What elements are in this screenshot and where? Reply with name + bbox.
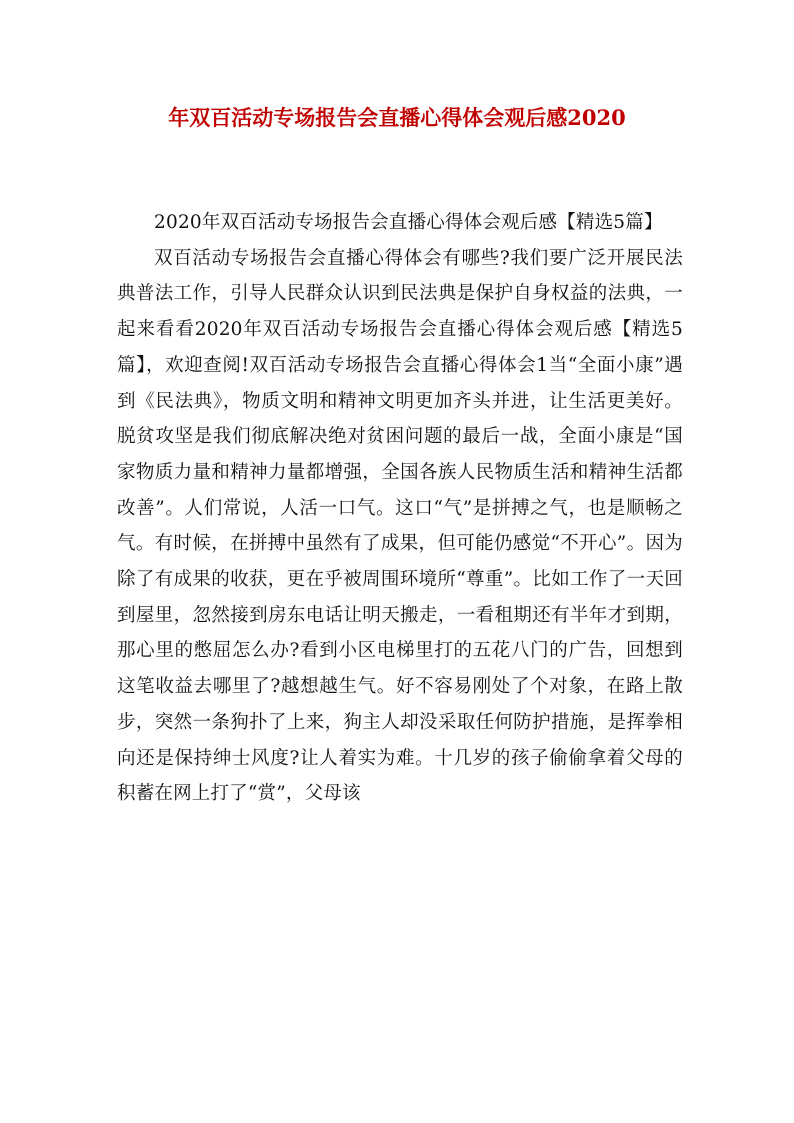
paragraph-subtitle: 2020年双百活动专场报告会直播心得体会观后感【精选5篇】: [154, 212, 663, 233]
document-body: [117, 205, 683, 812]
document-title: 年双百活动专场报告会直播心得体会观后感2020: [168, 105, 626, 130]
paragraph-main: 双百活动专场报告会直播心得体会有哪些?我们要广泛开展民法典普法工作，引导人民群众认识到民法典是保护自身权益的法典，一起来看看2020年双百活动专场报告会直播心得体会观后感【精选5篇】，欢迎查阅!双百活动专场报告会直播心得体会1当“全面小康”遇到《民法典》，物质文明和精神文明更加齐头并进，让生活更美好。脱贫攻坚是我们彻底解决绝对贫困问题的最后一战，全面小康是“国家物质力量和精神力量都增强，全国各族人民物质生活和精神生活都改善”。人们常说，人活一口气。这口“气”是拼搏之气，也是顺畅之气。有时候，在拼搏中虽然有了成果，但可能仍感觉“不开心”。因为除了有成果的收获，更在乎被周围环境所“尊重”。比如工作了一天回到屋里，忽然接到房东电话让明天搬走，一看租期还有半年才到期，那心里的憋屈怎么办?看到小区电梯里打的五花八门的广告，回想到这笔收益去哪里了?越想越生气。好不容易刚处了个对象，在路上散步，突然一条狗扑了上来，狗主人却没采取任何防护措施，是挥拳相向还是保持绅士风度?让人着实为难。十几岁的孩子偷偷拿着父母的积蓄在网上打了“赏”，父母该: [117, 247, 683, 805]
